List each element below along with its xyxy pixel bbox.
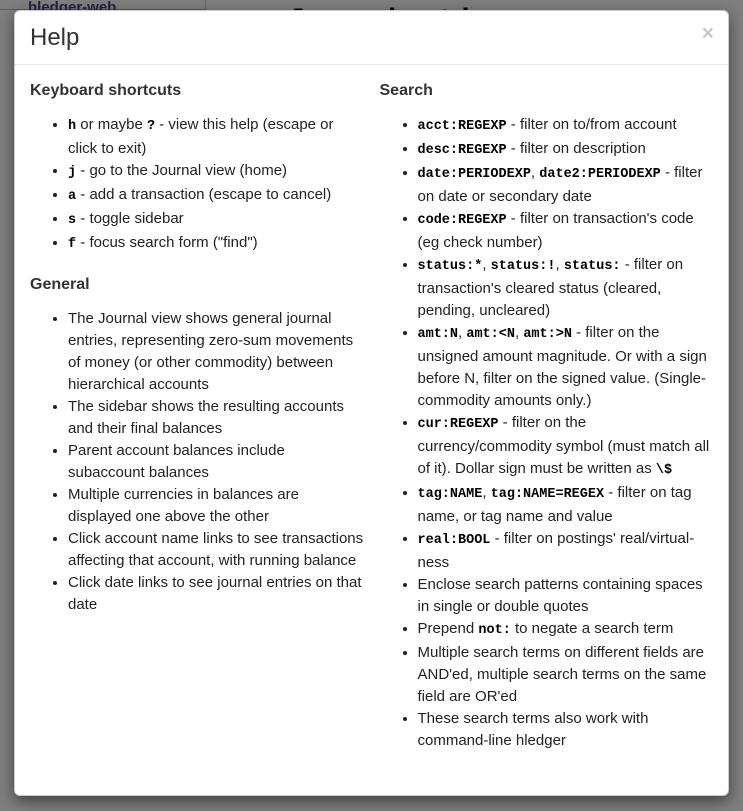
inline-code: desc:REGEXP	[417, 143, 507, 158]
list-item: • Parent account balances include subaccount balances	[68, 440, 364, 484]
inline-code: f	[68, 237, 77, 252]
modal-title: Help	[30, 24, 80, 51]
list-item: • The Journal view shows general journal entries, representing zero-sum movements of money (or other commodity) between hierarchical accounts	[68, 308, 364, 396]
inline-code: amt:N	[417, 327, 459, 342]
inline-code: j	[68, 165, 77, 180]
inline-code: not:	[478, 623, 511, 638]
list-item: • a - add a transaction (escape to cancel)	[68, 184, 364, 208]
list-item: • h or maybe ? - view this help (escape or click to exit)	[68, 114, 364, 160]
list-item: • status:*, status:!, status: - filter on transaction's cleared status (cleared, pending, uncleared)	[418, 254, 714, 322]
section-heading: Search	[379, 82, 433, 99]
inline-code: tag:NAME	[417, 487, 483, 502]
inline-code: status:	[563, 259, 621, 274]
list-item: • j - go to the Journal view (home)	[68, 160, 364, 184]
list-item: • f - focus search form ("find")	[68, 232, 364, 256]
close-icon[interactable]: ×	[701, 22, 714, 45]
list-item: • Enclose search patterns containing spaces in single or double quotes	[418, 574, 714, 618]
list-item: • amt:N, amt:<N, amt:>N - filter on the unsigned amount magnitude. Or with a sign before N, filter on the signed value. (Single-commodity amounts only.)	[418, 322, 714, 412]
list-item: • tag:NAME, tag:NAME=REGEX - filter on tag name, or tag name and value	[418, 482, 714, 528]
inline-code: h	[68, 119, 77, 134]
list-item: • s - toggle sidebar	[68, 208, 364, 232]
inline-code: tag:NAME=REGEX	[490, 487, 605, 502]
help-modal	[14, 10, 729, 796]
list-item: • The sidebar shows the resulting accounts and their final balances	[68, 396, 364, 440]
inline-code: acct:REGEXP	[417, 119, 507, 134]
inline-code: s	[68, 213, 77, 228]
inline-code: amt:<N	[466, 327, 515, 342]
inline-code: code:REGEXP	[417, 213, 507, 228]
list-item: • These search terms also work with command-line hledger	[418, 708, 714, 752]
modal-body	[15, 65, 728, 782]
list-item: • Prepend not: to negate a search term	[418, 618, 714, 642]
list-item: • acct:REGEXP - filter on to/from account	[418, 114, 714, 138]
section-heading: General	[30, 276, 90, 293]
inline-code: date2:PERIODEXP	[539, 167, 661, 182]
list-item: • code:REGEXP - filter on transaction's code (eg check number)	[418, 208, 714, 254]
list-item: • Click account name links to see transactions affecting that account, with running balance	[68, 528, 364, 572]
inline-code: a	[68, 189, 77, 204]
inline-code: real:BOOL	[417, 533, 491, 548]
help-column-right	[380, 80, 714, 762]
inline-code: cur:REGEXP	[417, 417, 499, 432]
bullet-list	[380, 114, 714, 752]
bullet-list	[30, 308, 364, 616]
list-item: • real:BOOL - filter on postings' real/virtual-ness	[418, 528, 714, 574]
inline-code: status:!	[490, 259, 556, 274]
list-item: • date:PERIODEXP, date2:PERIODEXP - filter on date or secondary date	[418, 162, 714, 208]
inline-code: ?	[146, 119, 156, 134]
list-item: • Multiple currencies in balances are displayed one above the other	[68, 484, 364, 528]
inline-code: date:PERIODEXP	[417, 167, 531, 182]
section-heading: Keyboard shortcuts	[30, 82, 182, 99]
inline-code: status:*	[417, 259, 483, 274]
list-item: • desc:REGEXP - filter on description	[418, 138, 714, 162]
help-column-left	[30, 80, 364, 762]
list-item: • cur:REGEXP - filter on the currency/commodity symbol (must match all of it). Dollar sign must be written as \$	[418, 412, 714, 482]
inline-code: amt:>N	[523, 327, 572, 342]
list-item: • Click date links to see journal entries on that date	[68, 572, 364, 616]
list-item: • Multiple search terms on different fields are AND'ed, multiple search terms on the same field are OR'ed	[418, 642, 714, 708]
bullet-list	[30, 114, 364, 256]
modal-header	[15, 11, 728, 65]
inline-code: \$	[655, 463, 673, 478]
